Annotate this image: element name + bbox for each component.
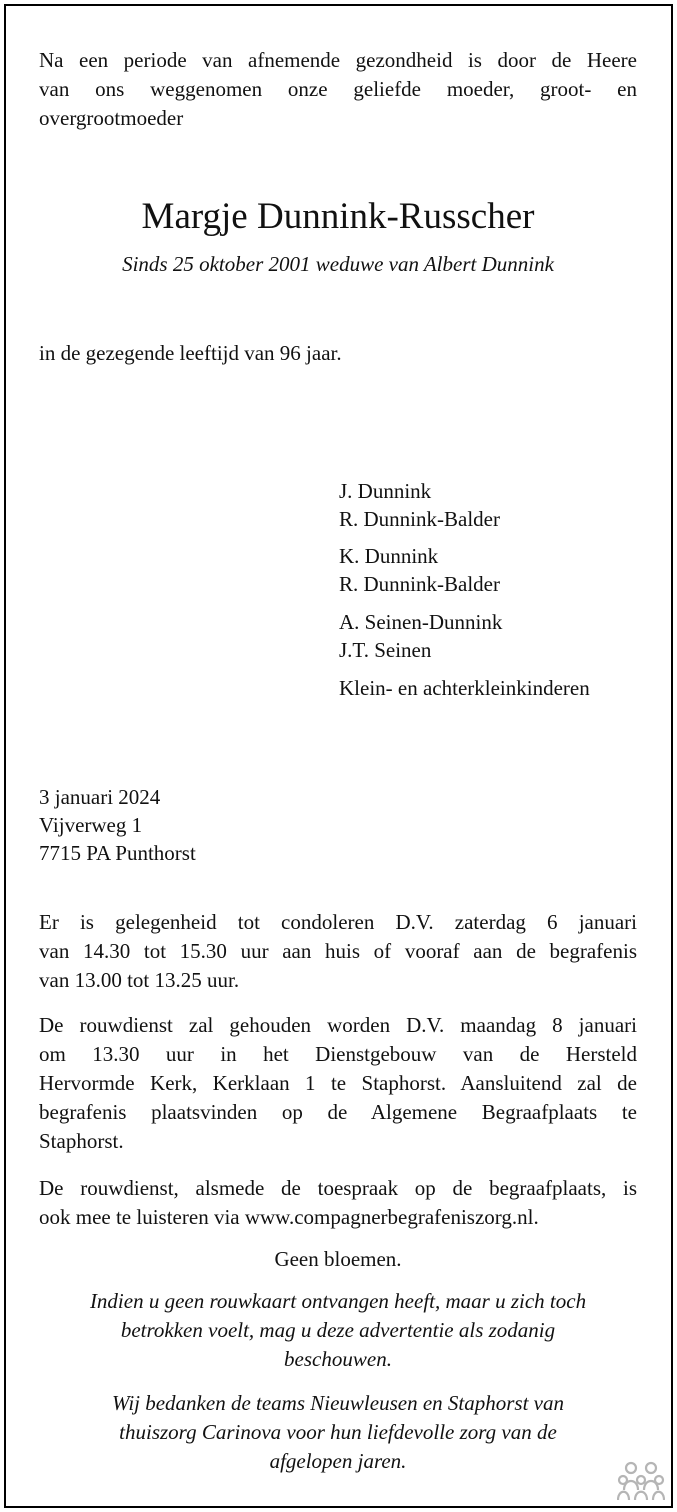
- people-group-icon-body: [624, 1481, 638, 1490]
- thanks-line-1: Wij bedanken de teams Nieuwleusen en Staphorst van: [111, 1391, 564, 1415]
- address-postal: 7715 PA Punthorst: [39, 841, 196, 865]
- family-line: R. Dunnink-Balder: [339, 572, 500, 596]
- no-flowers: Geen bloemen.: [274, 1247, 402, 1271]
- broadcast-line-1: De rouwdienst, alsmede de toespraak op de begraafplaats, is: [39, 1176, 637, 1200]
- people-group-icon-body: [653, 1492, 664, 1500]
- service-line-1: De rouwdienst zal gehouden worden D.V. maandag 8 januari: [39, 1013, 637, 1037]
- intro-line-2: van ons weggenomen onze geliefde moeder, groot- en: [39, 77, 637, 101]
- family-line: J.T. Seinen: [339, 638, 432, 662]
- intro-line-3: overgrootmoeder: [39, 106, 184, 130]
- family-extra: Klein- en achterkleinkinderen: [339, 676, 590, 700]
- family-line: R. Dunnink-Balder: [339, 507, 500, 531]
- condolence-line-3: van 13.00 tot 13.25 uur.: [39, 968, 240, 992]
- address-date: 3 januari 2024: [39, 785, 161, 809]
- service-line-2: om 13.30 uur in het Dienstgebouw van de Hersteld: [39, 1042, 637, 1066]
- service-line-5: Staphorst.: [39, 1129, 124, 1153]
- family-line: J. Dunnink: [339, 479, 432, 503]
- intro-line-1: Na een periode van afnemende gezondheid is door de Heere: [39, 48, 637, 72]
- condolence-line-1: Er is gelegenheid tot condoleren D.V. zaterdag 6 januari: [39, 910, 637, 934]
- address-street: Vijverweg 1: [39, 813, 143, 837]
- people-group-icon-body: [618, 1492, 629, 1500]
- thanks-line-2: thuiszorg Carinova voor hun liefdevolle zorg van de: [119, 1420, 557, 1444]
- people-group-icon-head: [646, 1463, 656, 1473]
- notice-line-3: beschouwen.: [284, 1347, 392, 1371]
- service-line-3: Hervormde Kerk, Kerklaan 1 te Staphorst. Aansluitend zal de: [39, 1071, 637, 1095]
- deceased-subtitle: Sinds 25 oktober 2001 weduwe van Albert Dunnink: [122, 252, 554, 276]
- deceased-name: Margje Dunnink-Russcher: [141, 196, 535, 237]
- condolence-line-2: van 14.30 tot 15.30 uur aan huis of vooraf aan de begrafenis: [39, 939, 637, 963]
- people-group-icon: [617, 1460, 665, 1502]
- family-line: K. Dunnink: [339, 544, 439, 568]
- thanks-line-3: afgelopen jaren.: [269, 1449, 407, 1473]
- people-group-icon-body: [635, 1492, 647, 1500]
- family-line: A. Seinen-Dunnink: [339, 610, 503, 634]
- people-group-icon-body: [644, 1481, 658, 1490]
- broadcast-line-2: ook mee te luisteren via www.compagnerbegrafeniszorg.nl.: [39, 1205, 539, 1229]
- age-line: in de gezegende leeftijd van 96 jaar.: [39, 341, 342, 365]
- notice-line-2: betrokken voelt, mag u deze advertentie als zodanig: [120, 1318, 556, 1342]
- service-line-4: begrafenis plaatsvinden op de Algemene Begraafplaats te: [39, 1100, 637, 1124]
- people-group-icon-head: [626, 1463, 636, 1473]
- notice-line-1: Indien u geen rouwkaart ontvangen heeft, maar u zich toch: [89, 1289, 587, 1313]
- people-group-icon-head: [637, 1476, 645, 1484]
